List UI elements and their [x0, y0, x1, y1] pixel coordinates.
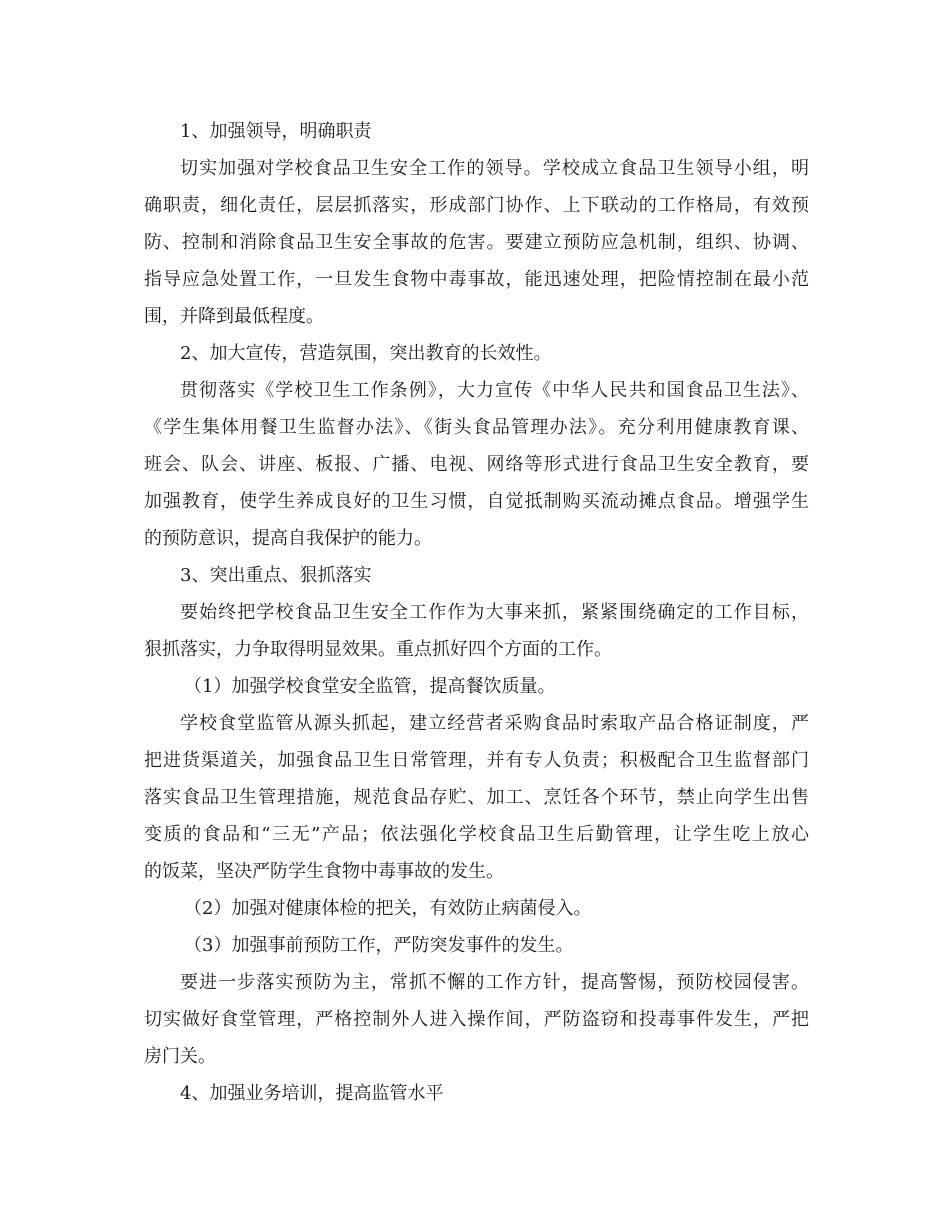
paragraph-line: 变质的食品和“三无”产品；依法强化学校食品卫生后勤管理，让学生吃上放心: [144, 824, 809, 845]
paragraph-line: 贯彻落实《学校卫生工作条例》，大力宣传《中华人民共和国食品卫生法》、: [180, 380, 809, 401]
paragraph-line: 指导应急处置工作，一旦发生食物中毒事故，能迅速处理，把险情控制在最小范: [144, 269, 809, 290]
heading-1: 1、加强领导，明确职责: [180, 121, 372, 142]
paragraph-line: 要始终把学校食品卫生安全工作作为大事来抓，紧紧围绕确定的工作目标，: [180, 602, 809, 623]
paragraph-line: 防、控制和消除食品卫生安全事故的危害。要建立预防应急机制，组织、协调、: [144, 232, 809, 253]
heading-2: 2、加大宣传，营造氛围，突出教育的长效性。: [180, 343, 552, 364]
paragraph-line: 学校食堂监管从源头抓起，建立经营者采购食品时索取产品合格证制度，严: [180, 713, 809, 734]
paragraph-line: 切实加强对学校食品卫生安全工作的领导。学校成立食品卫生领导小组，明: [180, 158, 809, 179]
paragraph-line: 房门关。: [144, 1046, 216, 1067]
document-page: [144, 113, 809, 1112]
subheading-1: （1）加强学校食堂安全监管，提高餐饮质量。: [184, 676, 556, 697]
paragraph-line: 《学生集体用餐卫生监督办法》、《街头食品管理办法》。充分利用健康教育课、: [144, 417, 809, 438]
subheading-2: （2）加强对健康体检的把关，有效防止病菌侵入。: [184, 898, 592, 919]
paragraph-line: 狠抓落实，力争取得明显效果。重点抓好四个方面的工作。: [144, 639, 612, 660]
paragraph-line: 围，并降到最低程度。: [144, 306, 324, 327]
paragraph-line: 班会、队会、讲座、板报、广播、电视、网络等形式进行食品卫生安全教育，要: [144, 454, 809, 475]
heading-4: 4、加强业务培训，提高监管水平: [180, 1083, 444, 1104]
paragraph-line: 切实做好食堂管理，严格控制外人进入操作间，严防盗窃和投毒事件发生，严把: [144, 1009, 809, 1030]
paragraph-line: 确职责，细化责任，层层抓落实，形成部门协作、上下联动的工作格局，有效预: [144, 195, 809, 216]
paragraph-line: 的饭菜，坚决严防学生食物中毒事故的发生。: [144, 861, 504, 882]
paragraph-line: 把进货渠道关，加强食品卫生日常管理，并有专人负责；积极配合卫生监督部门: [144, 750, 809, 771]
subheading-3: （3）加强事前预防工作，严防突发事件的发生。: [184, 935, 574, 956]
paragraph-line: 要进一步落实预防为主，常抓不懈的工作方针，提高警惕，预防校园侵害。: [180, 972, 809, 993]
paragraph-line: 加强教育，使学生养成良好的卫生习惯，自觉抵制购买流动摊点食品。增强学生: [144, 491, 809, 512]
heading-3: 3、突出重点、狠抓落实: [180, 565, 372, 586]
paragraph-line: 的预防意识，提高自我保护的能力。: [144, 528, 432, 549]
paragraph-line: 落实食品卫生管理措施，规范食品存贮、加工、烹饪各个环节，禁止向学生出售: [144, 787, 809, 808]
